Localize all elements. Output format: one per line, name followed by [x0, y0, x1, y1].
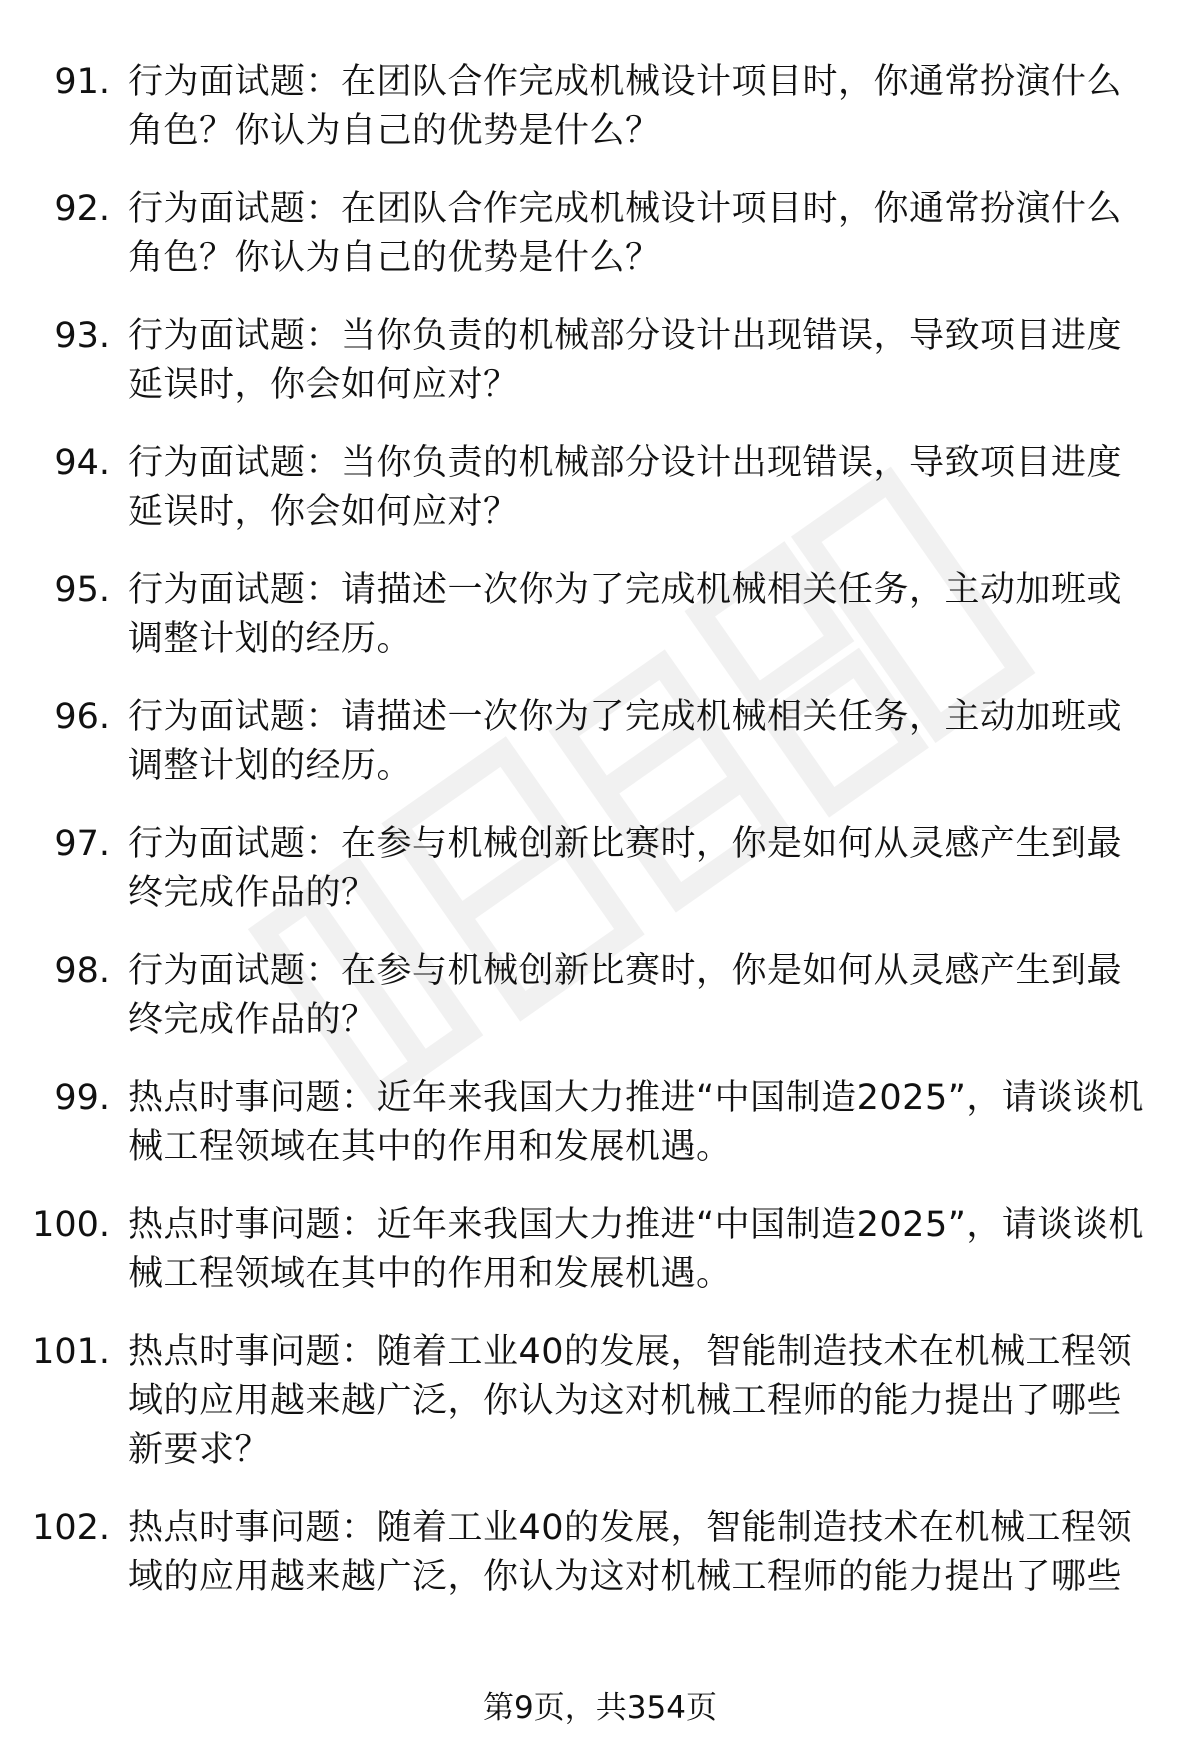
- question-item: [0, 947, 1200, 1045]
- question-text: 热点时事问题：近年来我国大力推进“中国制造2025”，请谈谈机械工程领域在其中的作用和发展机遇。: [128, 1078, 1144, 1167]
- question-number: 91.: [54, 62, 110, 102]
- question-number: 96.: [54, 697, 110, 737]
- question-number: 98.: [54, 951, 110, 991]
- question-text: 行为面试题：请描述一次你为了完成机械相关任务，主动加班或调整计划的经历。: [128, 570, 1123, 659]
- question-item: [0, 1328, 1200, 1475]
- question-number: 102.: [32, 1508, 110, 1548]
- question-item: [0, 820, 1200, 918]
- question-text: 热点时事问题：随着工业40的发展，智能制造技术在机械工程领域的应用越来越广泛，你认为这对机械工程师的能力提出了哪些新要求？: [128, 1332, 1133, 1470]
- question-item: [0, 439, 1200, 537]
- question-item: [0, 693, 1200, 791]
- question-number: 97.: [54, 824, 110, 864]
- question-list: [0, 58, 1200, 1631]
- question-item: [0, 185, 1200, 283]
- question-text: 热点时事问题：随着工业40的发展，智能制造技术在机械工程领域的应用越来越广泛，你认为这对机械工程师的能力提出了哪些: [128, 1508, 1133, 1597]
- question-text: 行为面试题：在参与机械创新比赛时，你是如何从灵感产生到最终完成作品的？: [128, 824, 1123, 913]
- question-item: [0, 1201, 1200, 1299]
- question-text: 行为面试题：请描述一次你为了完成机械相关任务，主动加班或调整计划的经历。: [128, 697, 1123, 786]
- question-text: 行为面试题：当你负责的机械部分设计出现错误，导致项目进度延误时，你会如何应对？: [128, 316, 1123, 405]
- question-number: 93.: [54, 316, 110, 356]
- question-number: 95.: [54, 570, 110, 610]
- question-text: 热点时事问题：近年来我国大力推进“中国制造2025”，请谈谈机械工程领域在其中的作用和发展机遇。: [128, 1205, 1144, 1294]
- question-item: [0, 566, 1200, 664]
- question-item: [0, 1504, 1200, 1602]
- question-item: [0, 58, 1200, 156]
- question-number: 92.: [54, 189, 110, 229]
- question-text: 行为面试题：当你负责的机械部分设计出现错误，导致项目进度延误时，你会如何应对？: [128, 443, 1123, 532]
- question-number: 99.: [54, 1078, 110, 1118]
- question-text: 行为面试题：在参与机械创新比赛时，你是如何从灵感产生到最终完成作品的？: [128, 951, 1123, 1040]
- page-number-footer: 第9页，共354页: [483, 1690, 717, 1726]
- question-text: 行为面试题：在团队合作完成机械设计项目时，你通常扮演什么角色？你认为自己的优势是什么？: [128, 62, 1123, 151]
- question-number: 94.: [54, 443, 110, 483]
- question-number: 101.: [32, 1332, 110, 1372]
- question-item: [0, 1074, 1200, 1172]
- question-number: 100.: [32, 1205, 110, 1245]
- question-item: [0, 312, 1200, 410]
- question-text: 行为面试题：在团队合作完成机械设计项目时，你通常扮演什么角色？你认为自己的优势是什么？: [128, 189, 1123, 278]
